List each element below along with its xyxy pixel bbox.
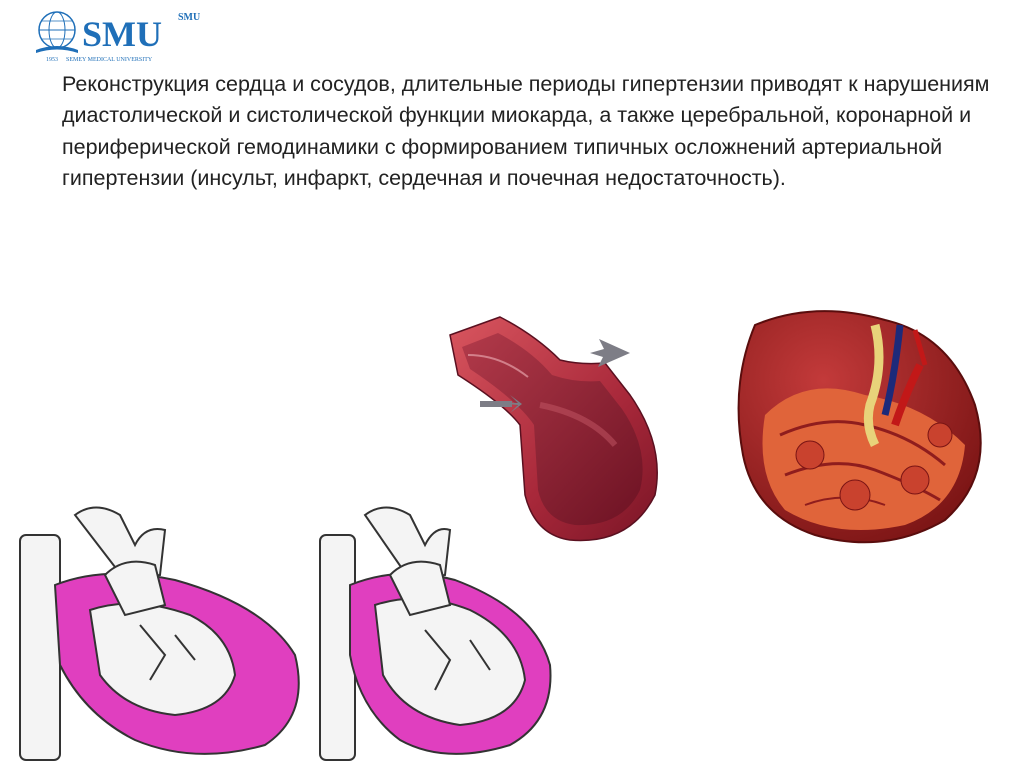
kidney-cross-section-illustration [725, 305, 1005, 550]
smu-logo [30, 6, 220, 66]
logo-year: 1953 [46, 57, 58, 63]
globe-icon [36, 12, 78, 53]
heart-dilation-illustration [305, 505, 555, 763]
heart-hypertrophy-illustration [15, 505, 310, 763]
logo-small-mark: SMU [178, 12, 201, 23]
slide-body-text: Реконструкция сердца и сосудов, длительные периоды гипертензии приводят к нарушениям диастолической и систолической функции миокарда, а также церебральной, коронарной и периферической гемодинамики с формированием типичных осложнений артериальной гипертензии (инсульт, инфаркт, сердечная и почечная недостаточность). [62, 72, 990, 191]
logo-subtitle: SEMEY MEDICAL UNIVERSITY [66, 57, 153, 63]
logo-wordmark: SMU [82, 14, 162, 54]
